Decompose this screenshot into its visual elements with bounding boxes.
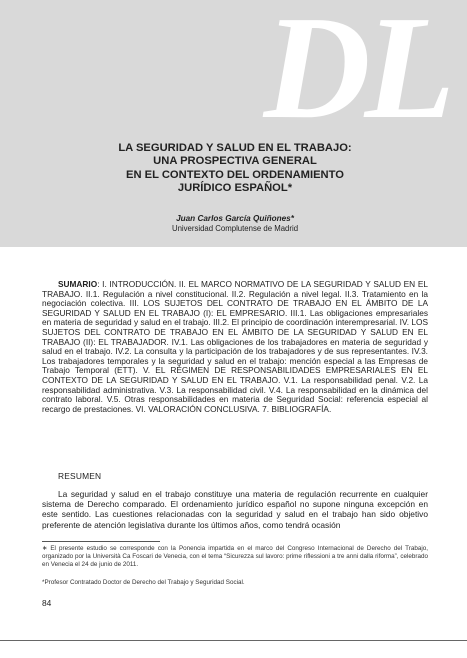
summary-label: SUMARIO [58, 279, 98, 289]
summary-paragraph [42, 280, 428, 414]
author-name: Juan Carlos García Quiñones* [176, 214, 294, 223]
title-line: EN EL CONTEXTO DEL ORDENAMIENTO [126, 168, 344, 181]
title-line: JURÍDICO ESPAÑOL* [177, 181, 293, 194]
abstract-text: La seguridad y salud en el trabajo constituye una materia de regulación recurrente en cualquier sistema de Derecho comparado. El ordenamiento jurídico español no supone ninguna excepción en este sentido. Las cuestiones relacionadas con la seguridad y salud en el trabajo han sido objetivo preferente de atención legislativa durante los últimos años, como tendrá ocasión [42, 489, 428, 530]
bottom-divider [0, 640, 467, 641]
abstract-heading: RESUMEN [58, 471, 102, 481]
footnote: ∗ El presente estudio se corresponde con la Ponencia impartida en el marco del Congreso Internacional de Derecho del Trabajo, organizado por la Università Ca Foscari de Venecia, con el tema “Sicurezza sul lavoro: prime riflessioni a tre anni dalla riforma”, celebrado en Venecia el 24 de junio de 2011. [42, 545, 428, 569]
footnote: *Profesor Contratado Doctor de Derecho del Trabajo y Seguridad Social. [42, 579, 245, 586]
article-title [60, 142, 410, 195]
summary-text: : I. INTRODUCCIÓN. II. EL MARCO NORMATIVO DE LA SEGURIDAD Y SALUD EN EL TRABAJO. II.1. Regulación a nivel constitucional. II.2. Regulación a nivel legal. II.3. Tratamiento en la negociación colectiva. III. LOS SUJETOS DEL CONTRATO DE TRABAJO EN EL ÁMBITO DE LA SEGURIDAD Y SALUD EN EL TRABAJO (I): EL EMPRESARIO. III.1. Las obligaciones empresariales en materia de seguridad y salud en el trabajo. III.2. El principio de coordinación interempresarial. IV. LOS SUJETOS DEL CONTRATO DE TRABAJO EN EL ÁMBITO DE LA SEGURIDAD Y SALUD EN EL TRABAJO (II): EL TRABAJADOR. IV.1. Las obligaciones de los trabajadores en materia de seguridad y salud en el trabajo. IV.2. La consulta y la participación de los trabajadores y de sus representantes. IV.3. Los trabajadores temporales y la seguridad y salud en el trabajo: mención especial a las Empresas de Trabajo Temporal (ETT). V. EL RÉGIMEN DE RESPONSABILIDADES EMPRESARIALES EN EL CONTEXTO DE LA SEGURIDAD Y SALUD EN EL TRABAJO. V.1. La responsabilidad penal. V.2. La responsabilidad administrativa. V.3. La responsabilidad civil. V.4. La responsabilidad en la dinámica del contrato laboral. V.5. Otras responsabilidades en materia de Seguridad Social: referencia especial al recargo de prestaciones. VI. VALORACIÓN CONCLUSIVA. 7. BIBLIOGRAFÍA. [42, 279, 428, 414]
header-band [0, 0, 467, 247]
page-number: 84 [42, 598, 52, 608]
title-line: UNA PROSPECTIVA GENERAL [153, 155, 317, 168]
title-line: LA SEGURIDAD Y SALUD EN EL TRABAJO: [118, 142, 352, 154]
journal-logo: DL [263, 0, 449, 150]
author-affiliation: Universidad Complutense de Madrid [171, 224, 299, 233]
footnote-divider [42, 541, 160, 542]
